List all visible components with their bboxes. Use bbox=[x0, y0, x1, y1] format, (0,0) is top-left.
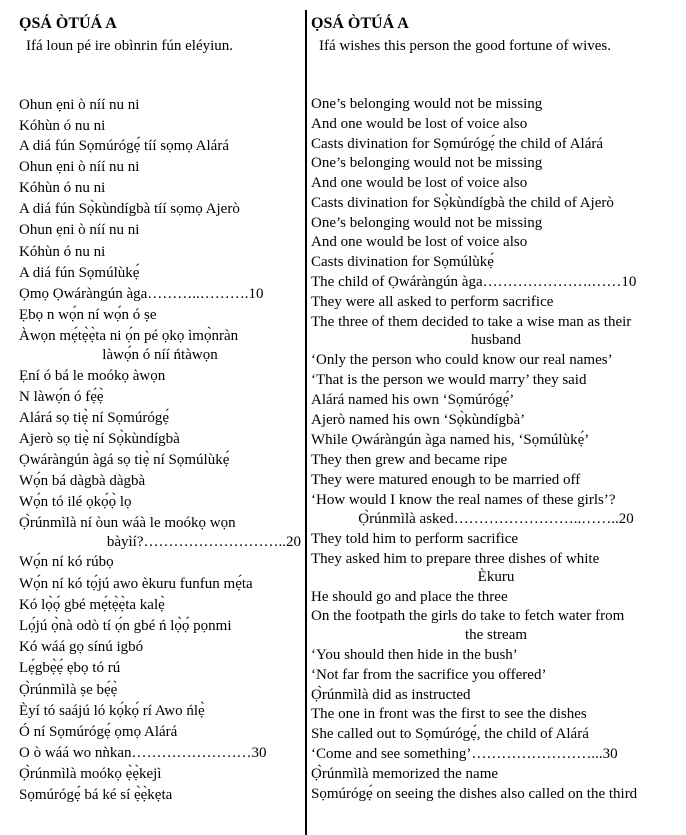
yoruba-verse-line: Ọ̀rúnmìlà ní òun wáà le moókọ wọn bbox=[19, 515, 236, 531]
english-verse-line: And one would be lost of voice also bbox=[311, 116, 528, 132]
yoruba-verse-line: A diá fún Sọ̀kùndígbà tíí sọmọ Ajerò bbox=[19, 201, 240, 217]
english-verse-line: One’s belonging would not be missing bbox=[311, 96, 543, 112]
english-verse-line: They were all asked to perform sacrifice bbox=[311, 294, 554, 310]
yoruba-verse-line: Ohun ẹni ò níí nu ni bbox=[19, 97, 140, 113]
english-verse-line: On the footpath the girls do take to fetch water from bbox=[311, 608, 625, 624]
english-verse-line: They asked him to prepare three dishes of white bbox=[311, 551, 600, 567]
english-verse-line: Èkuru bbox=[477, 569, 515, 585]
english-verse-line: One’s belonging would not be missing bbox=[311, 215, 543, 231]
english-verse-line: And one would be lost of voice also bbox=[311, 234, 528, 250]
english-verse-line: One’s belonging would not be missing bbox=[311, 155, 543, 171]
yoruba-verse-line: Wọ́n ní kó rúbọ bbox=[19, 554, 114, 570]
english-verse-line: They then grew and became ripe bbox=[311, 452, 508, 468]
yoruba-verse-line: Ọwáràngún àgá sọ tiẹ̀ ní Sọmúlùkẹ́ bbox=[19, 452, 230, 468]
yoruba-verse-line: bàyìí?………………………..20 bbox=[106, 534, 301, 550]
yoruba-verse-line: Lẹ́gbẹ̀ẹ́ ẹbọ tó rú bbox=[19, 660, 121, 676]
yoruba-verse-line: Ohun ẹni ò níí nu ni bbox=[19, 159, 140, 175]
yoruba-subtitle: Ifá loun pé ire obìnrin fún eléyiun. bbox=[26, 38, 234, 54]
yoruba-title: ỌSÁ ÒTÚÁ A bbox=[19, 15, 117, 32]
english-verse-line: ‘Not far from the sacrifice you offered’ bbox=[311, 667, 547, 683]
english-verse-line: They told him to perform sacrifice bbox=[311, 531, 519, 547]
yoruba-verse-line: Ọ̀rúnmìlà moókọ ẹ̀ẹ̀kejì bbox=[19, 766, 162, 782]
english-verse-line: ‘Come and see something’……………………...30 bbox=[311, 746, 618, 762]
english-title: ỌSÁ ÒTÚÁ A bbox=[311, 15, 409, 32]
yoruba-verse-line: N làwọ́n ó fẹ́ẹ̀ bbox=[19, 389, 104, 405]
english-verse-line: While Ọwáràngún àga named his, ‘Sọmúlùkẹ́’ bbox=[311, 432, 590, 448]
english-verse-line: They were matured enough to be married off bbox=[311, 472, 581, 488]
english-verse-line: ‘You should then hide in the bush’ bbox=[311, 647, 518, 663]
english-verse-line: The one in front was the first to see the dishes bbox=[311, 706, 587, 722]
english-verse-line: Alárá named his own ‘Sọmúrógẹ́’ bbox=[311, 392, 515, 408]
yoruba-verse-line: làwọ́n ó níí ńtàwọn bbox=[102, 347, 218, 363]
yoruba-verse-line: Kóhùn ó nu ni bbox=[19, 118, 106, 134]
english-verse-line: the stream bbox=[464, 627, 528, 643]
yoruba-verse-line: Èyí tó saájú ló kọ́kọ́ rí Awo ńlẹ̀ bbox=[19, 703, 205, 719]
english-verse-line: Casts divination for Sọmúrógẹ́ the child of Alárá bbox=[311, 136, 604, 152]
english-verse-line: ‘Only the person who could know our real names’ bbox=[311, 352, 613, 368]
english-verse-line: The child of Ọwáràngún àga………………….……10 bbox=[311, 274, 637, 290]
yoruba-verse-line: A diá fún Sọmúrógẹ́ tíí sọmọ Alárá bbox=[19, 138, 229, 154]
english-verse-line: Ajerò named his own ‘Sọ̀kùndígbà’ bbox=[311, 412, 526, 428]
yoruba-verse-line: Kóhùn ó nu ni bbox=[19, 244, 106, 260]
english-verse-line: She called out to Sọmúrógẹ́, the child of Alárá bbox=[311, 726, 589, 742]
yoruba-verse-line: Ọmọ Ọwáràngún àga………..……….10 bbox=[19, 286, 264, 302]
yoruba-verse-line: Ẹní ó bá le moókọ àwọn bbox=[19, 368, 166, 384]
english-verse-line: He should go and place the three bbox=[311, 589, 508, 605]
yoruba-verse-line: Wọ́n ní kó tọ́jú awo èkuru funfun mẹ́ta bbox=[19, 576, 253, 592]
english-subtitle: Ifá wishes this person the good fortune of wives. bbox=[319, 38, 612, 54]
english-verse-line: Ọ̀rúnmìlà memorized the name bbox=[311, 766, 499, 782]
english-verse-line: Ọ̀rúnmìlà did as instructed bbox=[311, 687, 471, 703]
yoruba-verse-line: Kóhùn ó nu ni bbox=[19, 180, 106, 196]
yoruba-verse-line: A diá fún Sọmúlùkẹ́ bbox=[19, 265, 140, 281]
yoruba-verse-line: Sọmúrógẹ́ bá ké sí ẹ̀ẹ̀kẹta bbox=[19, 787, 173, 803]
english-verse-line: Ọ̀rúnmìlà asked……………………..……..20 bbox=[358, 511, 634, 527]
english-verse-line: ‘How would I know the real names of these girls’? bbox=[311, 492, 616, 508]
yoruba-verse-line: Wọ́n bá dàgbà dàgbà bbox=[19, 473, 146, 489]
column-divider bbox=[305, 10, 307, 835]
yoruba-verse-line: Ajerò sọ tiẹ̀ ní Sọ̀kùndígbà bbox=[19, 431, 180, 447]
yoruba-verse-line: Ó ní Sọmúrógẹ́ ọmọ Alárá bbox=[19, 724, 178, 740]
english-verse-line: And one would be lost of voice also bbox=[311, 175, 528, 191]
yoruba-verse-line: Kó lọ̀ọ́ gbé mẹ́tẹ̀ẹ̀ta kalẹ̀ bbox=[19, 597, 165, 613]
yoruba-verse-line: Àwọn mẹ́tẹ̀ẹ̀ta ni ọ́n pé ọkọ ìmọ̀nràn bbox=[19, 328, 239, 344]
yoruba-verse-line: Ọ̀rúnmìlà ṣe bẹ́ẹ̀ bbox=[19, 682, 118, 698]
english-verse-line: husband bbox=[471, 332, 521, 348]
yoruba-verse-line: Lọ́jú ọ̀nà odò tí ọ́n gbé ń lọ̀ọ́ pọnmi bbox=[19, 618, 232, 634]
yoruba-verse-line: O ò wáá wo nǹkan……………………30 bbox=[19, 745, 267, 761]
english-verse-line: Casts divination for Sọ̀kùndígbà the child of Ajerò bbox=[311, 195, 614, 211]
english-verse-line: Casts divination for Sọmúlùkẹ́ bbox=[311, 254, 494, 270]
yoruba-verse-line: Kó wáá gọ sínú igbó bbox=[19, 639, 144, 655]
yoruba-verse-line: Wọ́n tó ilé ọkọ́ọ̀ lọ bbox=[19, 494, 132, 510]
yoruba-verse-line: Alárá sọ tiẹ̀ ní Sọmúrógẹ́ bbox=[19, 410, 169, 426]
yoruba-verse-line: Ẹbọ n wọ́n ní wọ́n ó ṣe bbox=[19, 307, 157, 323]
yoruba-verse-line: Ohun ẹni ò níí nu ni bbox=[19, 222, 140, 238]
english-verse-line: The three of them decided to take a wise man as their bbox=[311, 314, 632, 330]
english-verse-line: Sọmúrógẹ́ on seeing the dishes also called on the third bbox=[311, 786, 638, 802]
english-verse-line: ‘That is the person we would marry’ they said bbox=[311, 372, 587, 388]
